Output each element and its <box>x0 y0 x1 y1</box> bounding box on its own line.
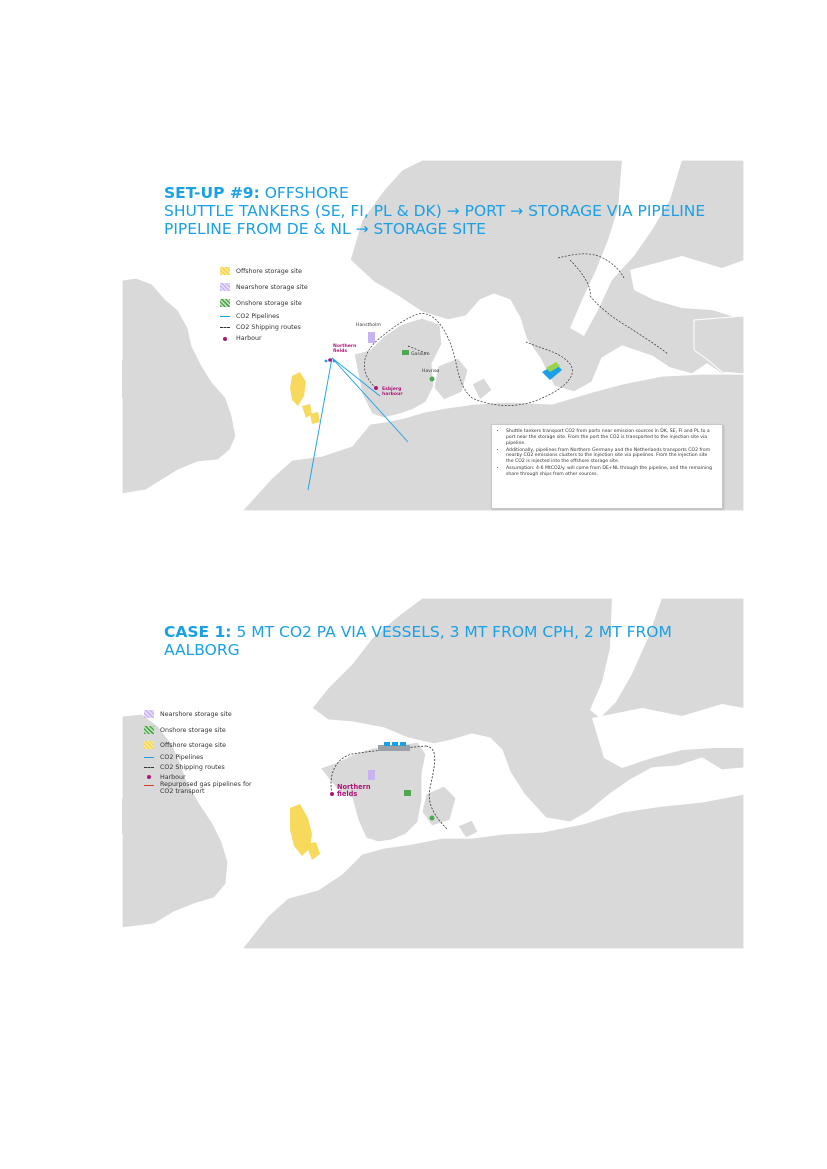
legend-offshore: Offshore storage site <box>236 267 303 275</box>
nearshore-storage-site <box>368 770 375 780</box>
slide-title <box>164 184 705 238</box>
legend-shipping: CO2 Shipping routes <box>160 763 225 771</box>
legend-onshore: Onshore storage site <box>236 299 302 307</box>
onshore-swatch <box>144 726 154 734</box>
onshore-storage-site <box>402 350 409 355</box>
slide-case-1 <box>122 598 744 949</box>
label-northern-fields: Northern fields <box>337 783 371 798</box>
legend-harbour: Harbour <box>160 773 186 781</box>
pipeline-line-icon <box>220 316 230 317</box>
note-item: • Shuttle tankers transport CO2 from ports near emission sources in DK, SE, FI and PL to a port near the storage site. From the port the CO2 is transported to the injection site via pipeline. <box>506 429 716 446</box>
label-havnso: Havnsø <box>422 369 440 374</box>
label-hanstholm: Hanstholm <box>356 323 381 328</box>
notes-box <box>491 424 723 509</box>
legend-onshore: Onshore storage site <box>160 726 226 734</box>
legend-offshore: Offshore storage site <box>160 741 227 749</box>
legend-repurposed: Repurposed gas pipelines for CO2 transport <box>160 781 252 795</box>
title-line-1: OFFSHORE <box>259 184 349 202</box>
title-prefix: CASE 1: <box>164 623 232 641</box>
offshore-swatch <box>144 741 154 749</box>
legend-shipping: CO2 Shipping routes <box>236 324 301 331</box>
title-line-2: SHUTTLE TANKERS (SE, FI, PL & DK) → PORT → STORAGE VIA PIPELINE <box>164 202 706 220</box>
label-gassum: Gassum <box>411 352 430 357</box>
nearshore-storage-site <box>368 332 375 343</box>
note-item: • Assumption: 4-6 MtCO2/y. will come from DE+NL through the pipeline, and the remaining share through ships from other sources. <box>506 466 716 478</box>
map-legend <box>144 706 256 796</box>
legend-pipelines: CO2 Pipelines <box>160 753 204 761</box>
title-line-3: PIPELINE FROM DE & NL → STORAGE SITE <box>164 220 486 238</box>
legend-nearshore: Nearshore storage site <box>236 283 308 291</box>
onshore-swatch <box>220 299 230 307</box>
onshore-storage-site <box>404 790 411 796</box>
slide-setup-9 <box>122 160 744 511</box>
legend-nearshore: Nearshore storage site <box>160 710 232 718</box>
label-esbjerg-harbour: Esbjerg harbour <box>382 387 403 397</box>
harbour-dot-icon <box>223 337 227 341</box>
title-prefix: SET-UP #9: <box>164 184 260 202</box>
legend-pipelines: CO2 Pipelines <box>236 313 280 320</box>
harbour-marker <box>330 792 334 796</box>
onshore-storage-site <box>430 816 435 821</box>
title-line-1: 5 MT CO2 PA VIA VESSELS, 3 MT FROM CPH, 2 MT FROM <box>231 623 672 641</box>
onshore-storage-site <box>430 377 435 382</box>
pipeline-line-icon <box>144 757 154 758</box>
slide-title <box>164 623 672 659</box>
offshore-swatch <box>220 267 230 275</box>
shipping-line-icon <box>220 327 230 328</box>
nearshore-swatch <box>144 710 154 718</box>
label-northern-fields: Northern fields <box>333 344 357 354</box>
nearshore-swatch <box>220 283 230 291</box>
legend-harbour: Harbour <box>236 335 262 342</box>
note-item: • Additionally, pipelines from Northern Germany and the Netherlands transports CO2 from nearby CO2 emissions clusters to the injection site via pipelines. From the injection site the CO2 is injected into the offshore storage site. <box>506 448 716 465</box>
title-line-2: AALBORG <box>164 641 240 659</box>
shipping-line-icon <box>144 767 154 768</box>
repurposed-pipeline-line-icon <box>144 785 154 786</box>
map-legend <box>220 263 308 344</box>
harbour-dot-icon <box>147 775 151 779</box>
